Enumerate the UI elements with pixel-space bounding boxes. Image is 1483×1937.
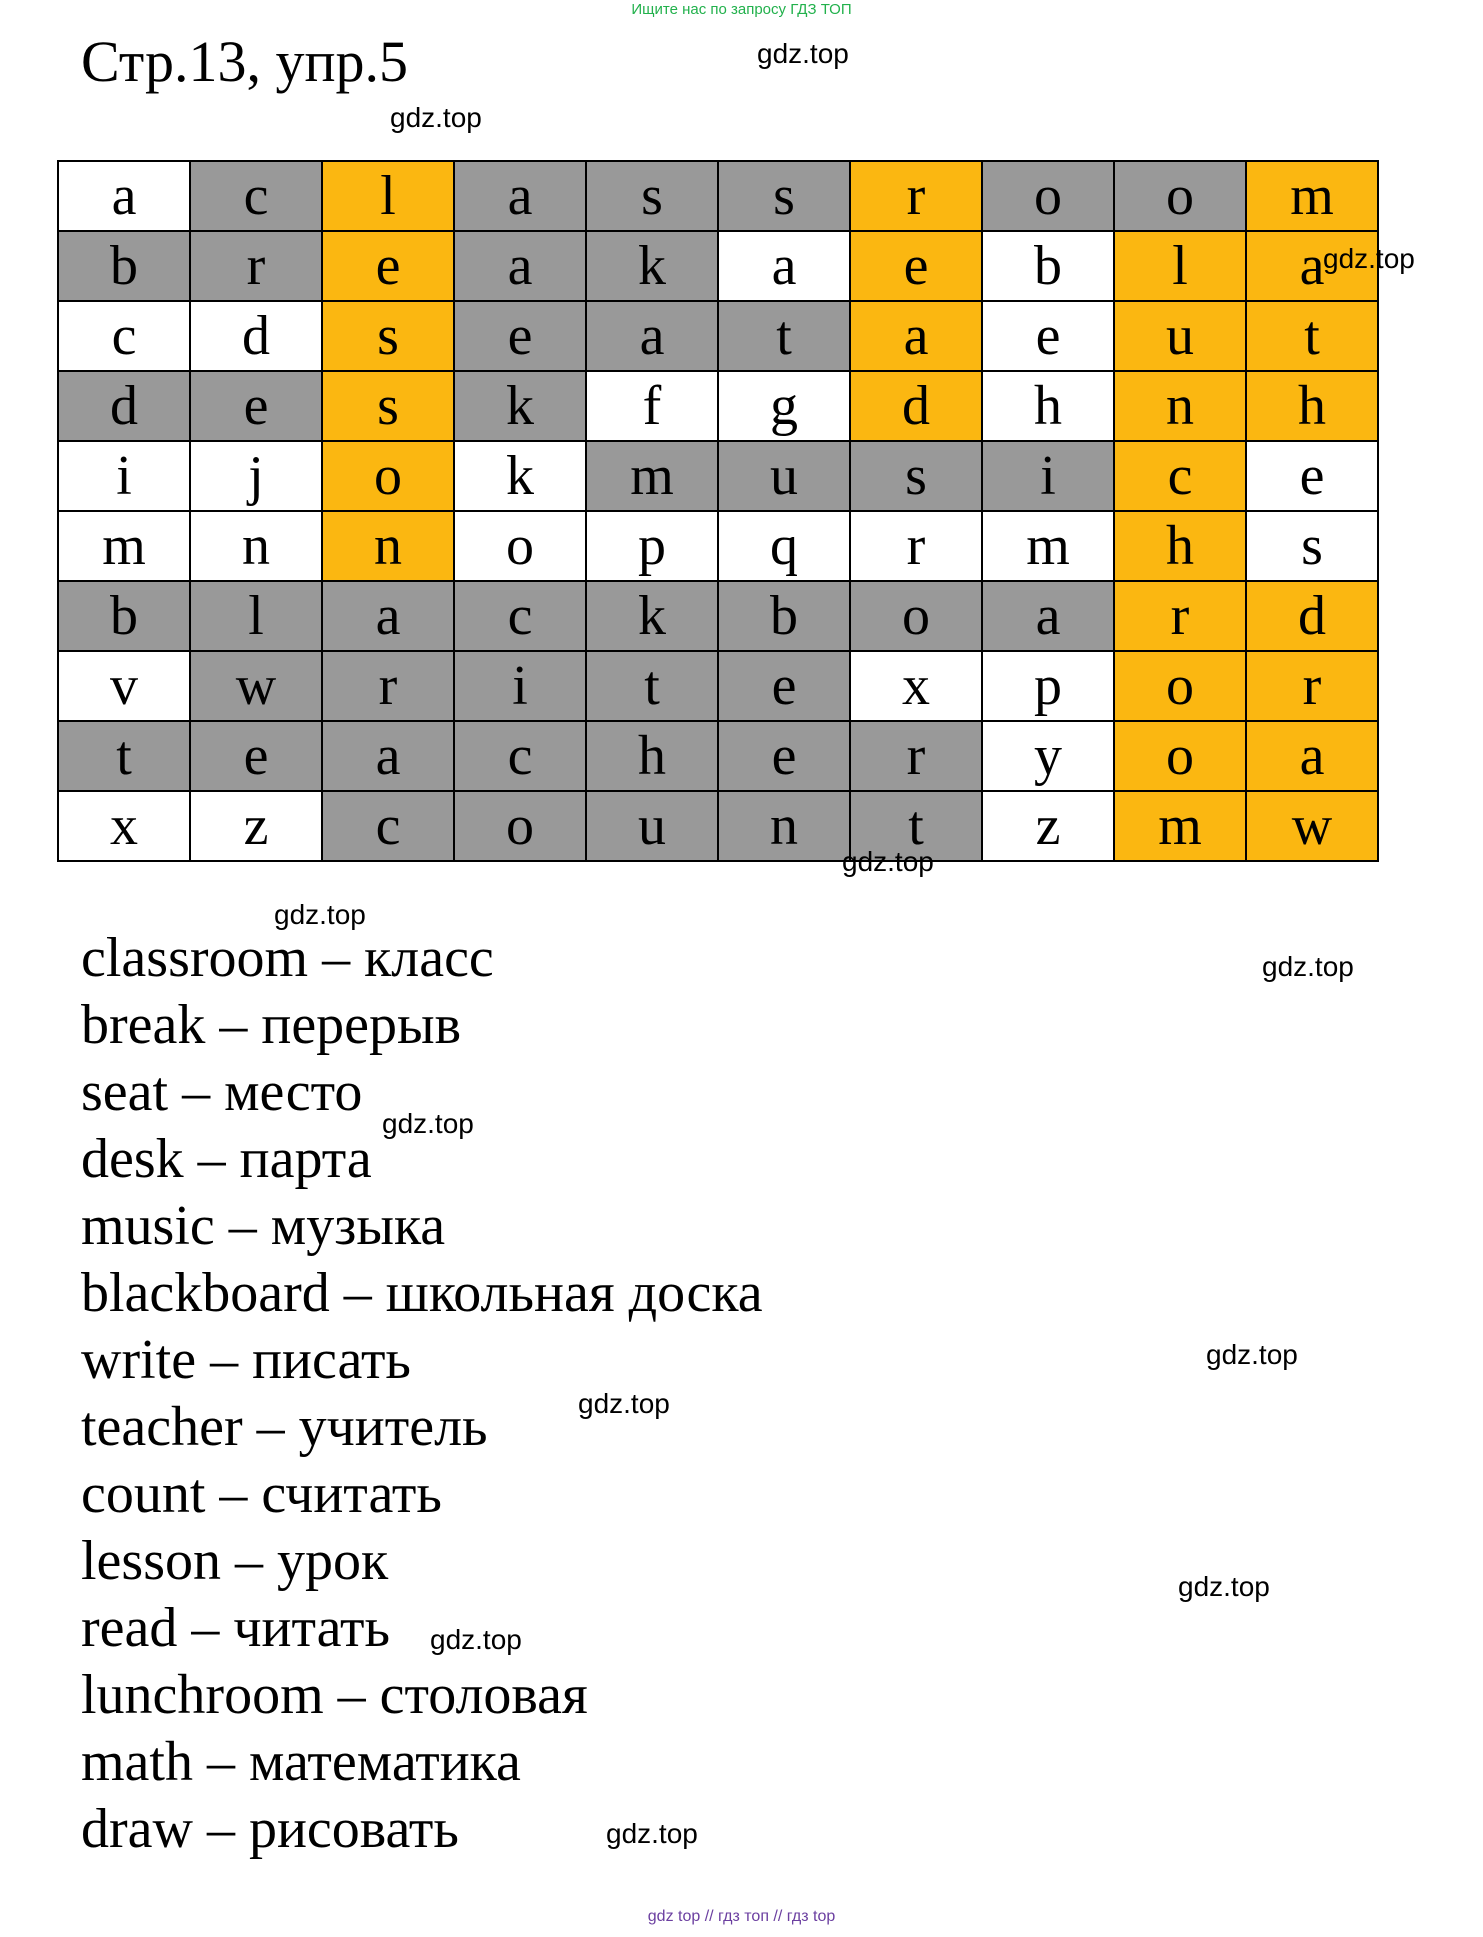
grid-cell: a <box>586 301 718 371</box>
grid-cell: s <box>322 301 454 371</box>
watermark: gdz.top <box>606 1818 698 1849</box>
grid-cell: b <box>58 231 190 301</box>
grid-cell: w <box>1246 791 1378 861</box>
grid-cell: p <box>982 651 1114 721</box>
grid-cell: o <box>1114 161 1246 231</box>
grid-cell: e <box>982 301 1114 371</box>
watermark: gdz.top <box>1262 951 1354 982</box>
grid-cell: h <box>586 721 718 791</box>
word-list-item: math – математика <box>81 1731 521 1793</box>
grid-cell: r <box>850 161 982 231</box>
grid-cell: y <box>982 721 1114 791</box>
grid-cell: m <box>1114 791 1246 861</box>
grid-cell: t <box>718 301 850 371</box>
grid-cell: a <box>850 301 982 371</box>
grid-cell: t <box>1246 301 1378 371</box>
grid-cell: a <box>454 161 586 231</box>
grid-cell: s <box>1246 511 1378 581</box>
grid-cell: c <box>454 581 586 651</box>
grid-cell: w <box>190 651 322 721</box>
grid-cell: k <box>454 441 586 511</box>
grid-cell: i <box>454 651 586 721</box>
grid-cell: o <box>1114 721 1246 791</box>
word-list-item: blackboard – школьная доска <box>81 1262 763 1324</box>
watermark: gdz.top <box>578 1388 670 1419</box>
grid-cell: a <box>322 581 454 651</box>
grid-cell: a <box>718 231 850 301</box>
grid-cell: k <box>454 371 586 441</box>
grid-cell: p <box>586 511 718 581</box>
grid-cell: t <box>58 721 190 791</box>
word-list-item: write – писать <box>81 1329 411 1391</box>
grid-cell: r <box>1114 581 1246 651</box>
word-list-item: break – перерыв <box>81 994 462 1056</box>
word-list-item: count – считать <box>81 1463 442 1525</box>
grid-cell: n <box>1114 371 1246 441</box>
grid-row <box>58 721 1378 791</box>
watermark: gdz.top <box>842 846 934 877</box>
grid-cell: h <box>982 371 1114 441</box>
grid-cell: a <box>1246 721 1378 791</box>
grid-cell: e <box>1246 441 1378 511</box>
grid-cell: n <box>718 791 850 861</box>
grid-cell: z <box>982 791 1114 861</box>
grid-cell: e <box>322 231 454 301</box>
grid-cell: u <box>718 441 850 511</box>
grid-row <box>58 581 1378 651</box>
grid-cell: i <box>982 441 1114 511</box>
grid-cell: r <box>190 231 322 301</box>
top-banner: Ищите нас по запросу ГДЗ ТОП <box>631 1 852 18</box>
grid-cell: c <box>58 301 190 371</box>
grid-cell: r <box>1246 651 1378 721</box>
grid-cell: x <box>58 791 190 861</box>
grid-cell: a <box>982 581 1114 651</box>
grid-cell: l <box>1114 231 1246 301</box>
watermark: gdz.top <box>1178 1571 1270 1602</box>
watermark: gdz.top <box>1323 243 1415 274</box>
grid-cell: o <box>982 161 1114 231</box>
grid-cell: a <box>1246 231 1378 301</box>
word-list-item: classroom – класс <box>81 927 494 989</box>
grid-cell: d <box>850 371 982 441</box>
grid-cell: b <box>58 581 190 651</box>
grid-cell: l <box>322 161 454 231</box>
grid-row <box>58 651 1378 721</box>
watermark: gdz.top <box>390 102 482 133</box>
grid-cell: h <box>1114 511 1246 581</box>
grid-cell: s <box>586 161 718 231</box>
grid-cell: o <box>1114 651 1246 721</box>
grid-cell: v <box>58 651 190 721</box>
grid-cell: u <box>1114 301 1246 371</box>
grid-cell: k <box>586 581 718 651</box>
grid-cell: o <box>454 791 586 861</box>
grid-cell: d <box>1246 581 1378 651</box>
grid-cell: t <box>586 651 718 721</box>
grid-cell: b <box>718 581 850 651</box>
grid-row <box>58 511 1378 581</box>
grid-cell: e <box>718 721 850 791</box>
grid-cell: a <box>322 721 454 791</box>
grid-cell: d <box>58 371 190 441</box>
grid-cell: m <box>982 511 1114 581</box>
grid-cell: n <box>190 511 322 581</box>
grid-cell: j <box>190 441 322 511</box>
word-list-item: read – читать <box>81 1597 391 1659</box>
grid-cell: c <box>322 791 454 861</box>
grid-cell: i <box>58 441 190 511</box>
word-list-item: lunchroom – столовая <box>81 1664 588 1726</box>
grid-cell: m <box>58 511 190 581</box>
grid-cell: c <box>190 161 322 231</box>
watermark: gdz.top <box>274 899 366 930</box>
grid-cell: m <box>586 441 718 511</box>
page-title: Стр.13, упр.5 <box>81 29 409 94</box>
grid-cell: m <box>1246 161 1378 231</box>
grid-cell: q <box>718 511 850 581</box>
grid-row <box>58 791 1378 861</box>
word-list-item: desk – парта <box>81 1128 372 1190</box>
grid-cell: r <box>322 651 454 721</box>
grid-cell: f <box>586 371 718 441</box>
word-list-item: teacher – учитель <box>81 1396 488 1458</box>
word-list-item: lesson – урок <box>81 1530 389 1592</box>
grid-cell: r <box>850 511 982 581</box>
footer-watermark: gdz top // гдз топ // гдз top <box>647 1908 836 1925</box>
grid-cell: g <box>718 371 850 441</box>
word-search-grid <box>57 160 1379 862</box>
grid-cell: z <box>190 791 322 861</box>
grid-cell: e <box>850 231 982 301</box>
grid-cell: s <box>322 371 454 441</box>
grid-cell: o <box>850 581 982 651</box>
grid-cell: e <box>190 371 322 441</box>
grid-cell: e <box>190 721 322 791</box>
grid-cell: l <box>190 581 322 651</box>
watermark: gdz.top <box>1206 1339 1298 1370</box>
grid-cell: u <box>586 791 718 861</box>
grid-cell: x <box>850 651 982 721</box>
grid-cell: c <box>1114 441 1246 511</box>
grid-row <box>58 371 1378 441</box>
word-list-item: seat – место <box>81 1061 363 1123</box>
grid-cell: n <box>322 511 454 581</box>
word-list-item: music – музыка <box>81 1195 446 1257</box>
grid-cell: d <box>190 301 322 371</box>
watermark: gdz.top <box>382 1108 474 1139</box>
grid-row <box>58 301 1378 371</box>
grid-row <box>58 231 1378 301</box>
grid-cell: t <box>850 791 982 861</box>
grid-cell: a <box>454 231 586 301</box>
grid-cell: b <box>982 231 1114 301</box>
watermark: gdz.top <box>757 38 849 69</box>
grid-cell: e <box>718 651 850 721</box>
grid-cell: o <box>322 441 454 511</box>
grid-cell: s <box>718 161 850 231</box>
grid-cell: h <box>1246 371 1378 441</box>
grid-cell: r <box>850 721 982 791</box>
grid-cell: o <box>454 511 586 581</box>
grid-row <box>58 161 1378 231</box>
grid-cell: e <box>454 301 586 371</box>
word-list-item: draw – рисовать <box>81 1798 459 1860</box>
watermark: gdz.top <box>430 1624 522 1655</box>
grid-row <box>58 441 1378 511</box>
grid-cell: c <box>454 721 586 791</box>
grid-cell: a <box>58 161 190 231</box>
grid-cell: k <box>586 231 718 301</box>
grid-cell: s <box>850 441 982 511</box>
